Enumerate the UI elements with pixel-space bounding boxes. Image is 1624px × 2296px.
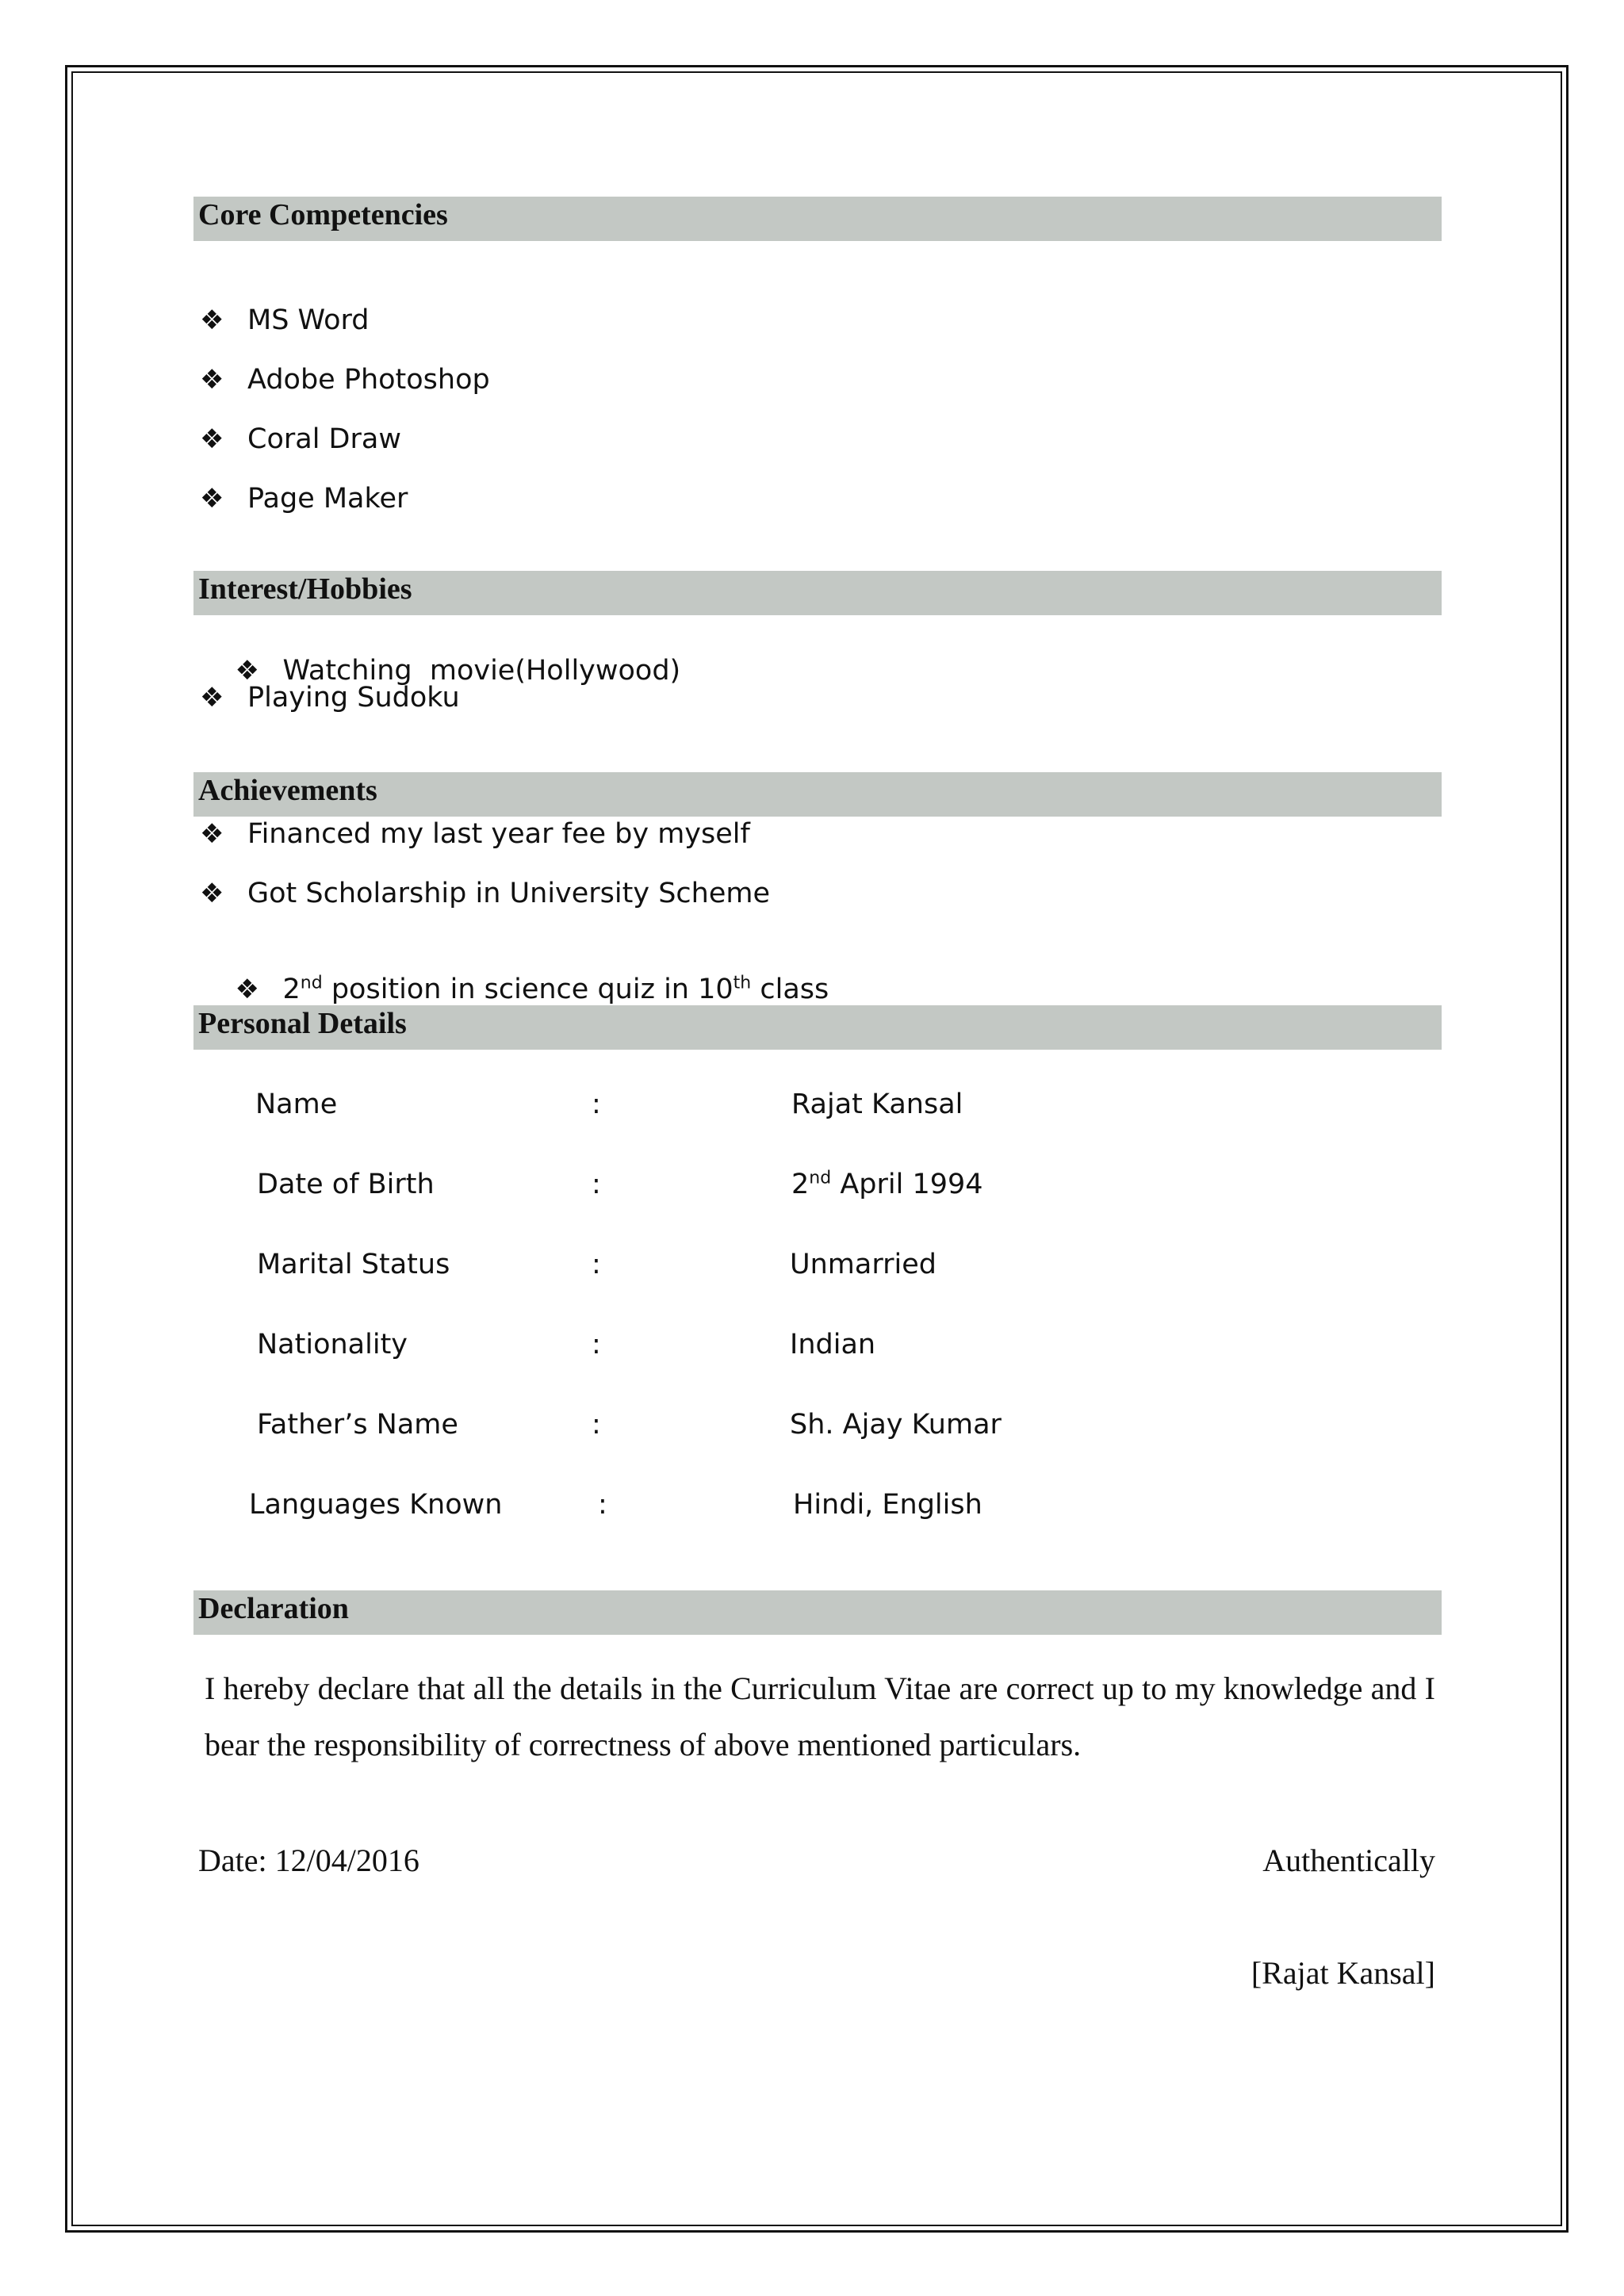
competency-item: MS Word bbox=[247, 304, 370, 336]
interest-hobbies-header: Interest/Hobbies bbox=[193, 571, 1442, 615]
ordinal-suffix: nd bbox=[809, 1168, 832, 1188]
list-item bbox=[200, 680, 460, 715]
bullet-diamond-icon: ❖ bbox=[200, 682, 224, 714]
signature-name: [Rajat Kansal] bbox=[1251, 1955, 1435, 1991]
detail-value: Indian bbox=[790, 1329, 876, 1360]
detail-label: Nationality bbox=[257, 1329, 408, 1360]
bullet-diamond-icon: ❖ bbox=[200, 483, 224, 515]
detail-label: Marital Status bbox=[257, 1249, 450, 1280]
achievement-item: Got Scholarship in University Scheme bbox=[247, 878, 771, 909]
declaration-date: Date: 12/04/2016 bbox=[198, 1843, 419, 1878]
achievement-item: Financed my last year fee by myself bbox=[247, 818, 750, 850]
competency-item: Page Maker bbox=[247, 483, 408, 515]
bullet-diamond-icon: ❖ bbox=[200, 878, 224, 909]
detail-colon: : bbox=[592, 1089, 601, 1120]
bullet-diamond-icon: ❖ bbox=[200, 364, 224, 396]
achievement-text-part: class bbox=[751, 974, 829, 1005]
declaration-header: Declaration bbox=[193, 1590, 1442, 1635]
bullet-diamond-icon: ❖ bbox=[235, 974, 259, 1005]
closing-text: Authentically bbox=[1262, 1843, 1435, 1878]
detail-row-dob bbox=[0, 1165, 1624, 1204]
detail-colon: : bbox=[592, 1249, 601, 1280]
detail-value bbox=[791, 1165, 983, 1204]
detail-colon: : bbox=[592, 1409, 601, 1441]
detail-colon: : bbox=[592, 1329, 601, 1360]
personal-details-header: Personal Details bbox=[193, 1005, 1442, 1050]
detail-value: Unmarried bbox=[790, 1249, 936, 1280]
detail-row-marital-status bbox=[0, 1245, 1624, 1284]
bullet-diamond-icon: ❖ bbox=[200, 818, 224, 850]
list-item bbox=[200, 817, 750, 851]
detail-value: Hindi, English bbox=[793, 1489, 982, 1521]
bullet-diamond-icon: ❖ bbox=[235, 655, 259, 687]
core-competencies-header: Core Competencies bbox=[193, 197, 1442, 241]
bullet-diamond-icon: ❖ bbox=[200, 423, 224, 455]
detail-value: Rajat Kansal bbox=[791, 1089, 963, 1120]
detail-row-languages bbox=[0, 1485, 1624, 1525]
list-item bbox=[200, 303, 370, 338]
competency-item: Coral Draw bbox=[247, 423, 401, 455]
competency-item: Adobe Photoshop bbox=[247, 364, 490, 396]
hobby-item: Watching movie(Hollywood) bbox=[282, 655, 681, 687]
ordinal-suffix: nd bbox=[300, 973, 323, 993]
achievements-header: Achievements bbox=[193, 772, 1442, 817]
detail-label: Date of Birth bbox=[257, 1169, 435, 1200]
detail-label: Father’s Name bbox=[257, 1409, 458, 1441]
achievement-text-part: 2 bbox=[282, 974, 301, 1005]
detail-colon: : bbox=[598, 1489, 607, 1521]
declaration-text: I hereby declare that all the details in the Curriculum Vitae are correct up to my knowledge and I bear the responsibility of correctness of above mentioned particulars. bbox=[205, 1670, 1435, 1762]
detail-value: Sh. Ajay Kumar bbox=[790, 1409, 1002, 1441]
detail-label: Name bbox=[255, 1089, 338, 1120]
ordinal-suffix: th bbox=[733, 973, 752, 993]
dob-day: 2 bbox=[791, 1169, 810, 1200]
list-item bbox=[200, 422, 401, 457]
detail-row-fathers-name bbox=[0, 1405, 1624, 1445]
detail-row-nationality bbox=[0, 1325, 1624, 1364]
detail-label: Languages Known bbox=[249, 1489, 503, 1521]
list-item bbox=[200, 362, 490, 397]
list-item bbox=[200, 481, 408, 516]
achievement-item bbox=[283, 972, 829, 1007]
hobby-item: Playing Sudoku bbox=[247, 682, 460, 714]
detail-row-name bbox=[0, 1085, 1624, 1124]
bullet-diamond-icon: ❖ bbox=[200, 304, 224, 336]
dob-rest: April 1994 bbox=[831, 1169, 983, 1200]
detail-colon: : bbox=[592, 1169, 601, 1200]
achievement-text-part: position in science quiz in 10 bbox=[322, 974, 733, 1005]
list-item bbox=[200, 876, 770, 911]
